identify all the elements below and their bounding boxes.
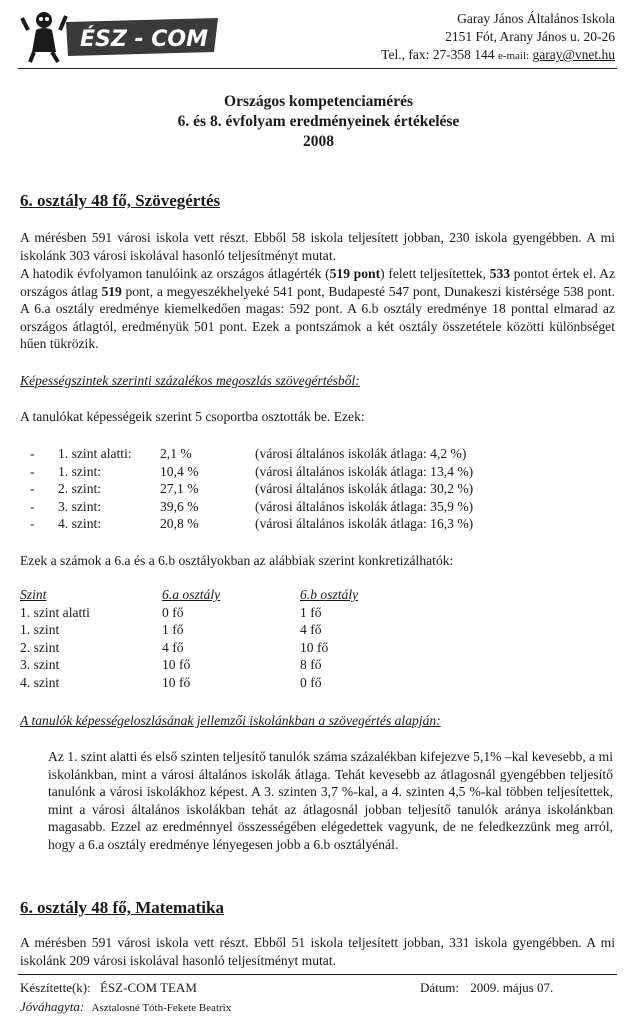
- document-title: [0, 92, 637, 152]
- title-line-2: 6. és 8. évfolyam eredményeinek értékelése: [177, 113, 460, 130]
- table-row: 2. szint 4 fő 10 fő: [20, 639, 329, 655]
- table-row: 3. szint 10 fő 8 fő: [20, 657, 322, 673]
- section-heading-reading: 6. osztály 48 fő, Szövegértés: [20, 191, 221, 210]
- footer-approved: Jóváhagyta: Asztalosné Tóth-Fekete Beatrix: [20, 999, 232, 1014]
- logo-graphic: [18, 8, 223, 64]
- levels-subheading: Képességszintek szerinti százalékos megoszlás szövegértésből:: [20, 373, 360, 388]
- school-address: 2151 Fót, Arany János u. 20-26: [445, 29, 615, 44]
- email-link[interactable]: garay@vnet.hu: [532, 47, 615, 62]
- list-item: - 4. szint: 20,8 % (városi általános iskolák átlaga: 16,3 %): [30, 516, 474, 532]
- evaluation-paragraph: Az 1. szint alatti és első szinten teljesítő tanulók száma százalékban kifejezve 5,1% –kal kevesebb, a mi iskolánkban, mint a városi általános iskolák átlaga. Tehát kevesebb az átlagosnál gyengébben teljesítő tanulónk a városi iskolákhoz képest. A 3. szinten 3,7 %-kal, a 4. szinten 4,5 %-kal többen teljesítettek, mint a városi általános iskolákban tehát az átlagosnál jobban teljesítő tanulók aránya iskolánkban magasabb. Ezzel az eredménnyel összességében elégedettek vagyunk, de ne feledkezzünk meg arról, hogy a 6.a osztály eredménye lényegesen jobb a 6.b osztályénál.: [48, 749, 613, 852]
- esz-com-logo: [18, 8, 223, 64]
- title-line-3: 2008: [303, 133, 334, 150]
- table-row: 1. szint alatti 0 fő 1 fő: [20, 604, 322, 620]
- phone-fax: Tel., fax: 27-358 144: [381, 47, 495, 62]
- school-name: Garay János Általános Iskola: [457, 11, 615, 26]
- table-header: Szint 6.a osztály 6.b osztály: [20, 587, 359, 602]
- svg-text:ÉSZ - COM: ÉSZ - COM: [80, 27, 209, 52]
- list-item: - 2. szint: 27,1 % (városi általános iskolák átlaga: 30,2 %): [30, 481, 474, 497]
- email-label: e-mail:: [497, 50, 530, 62]
- levels-intro: A tanulókat képességeik szerint 5 csoportba osztották be. Ezek:: [20, 409, 365, 424]
- math-paragraph-1: A mérésben 591 városi iskola vett részt. Ebből 51 iskola teljesített jobban, 331 iskola gyengébben. A mi iskolánk 209 városi iskolával hasonló teljesítményt mutat.: [20, 935, 615, 968]
- footer-divider: [18, 974, 617, 975]
- table-row: 1. szint 1 fő 4 fő: [20, 622, 322, 638]
- levels-list: [30, 445, 570, 533]
- evaluation-subheading: A tanulók képességeloszlásának jellemzői iskolánkban a szövegértés alapján:: [20, 713, 441, 728]
- title-line-1: Országos kompetenciamérés: [224, 93, 413, 110]
- reading-paragraph-1: A mérésben 591 városi iskola vett részt. Ebből 58 iskola teljesített jobban, 230 iskola gyengébben. A mi iskolánk 303 városi iskolával hasonló teljesítményt mutat.: [20, 230, 615, 263]
- section-heading-math: 6. osztály 48 fő, Matematika: [20, 898, 224, 917]
- header-divider: [18, 68, 617, 69]
- table-row: 4. szint 10 fő 0 fő: [20, 674, 322, 690]
- list-item: - 1. szint: 10,4 % (városi általános iskolák átlaga: 13,4 %): [30, 463, 474, 479]
- school-info: [381, 10, 615, 65]
- footer-date: Dátum: 2009. május 07.: [420, 980, 554, 995]
- footer-made-by: Készítette(k): ÉSZ-COM TEAM: [20, 980, 197, 995]
- school-contact: [381, 46, 615, 65]
- reading-paragraph-2: A hatodik évfolyamon tanulóink az országos átlagérték (519 pont) felett teljesítettek, 533 pontot értek el. Az országos átlag 519 pont, a megyeszékhelyeké 541 pont, Budapesté 547 pont, Dunakeszi kistérsége 538 pont. A 6.a osztály eredménye kiemelkedően magas: 592 pont. A 6.b osztály eredménye 18 ponttal elmarad az országos átlagtól, eredményük 501 pont. Ezek a pontszámok a két osztály összetétele közötti különbséget hűen tükrözik.: [20, 266, 616, 351]
- class-distribution-table: [20, 586, 440, 692]
- list-item: - 3. szint: 39,6 % (városi általános iskolák átlaga: 35,9 %): [30, 498, 474, 514]
- list-item: - 1. szint alatti: 2,1 % (városi általános iskolák átlaga: 4,2 %): [30, 446, 467, 461]
- class-intro: Ezek a számok a 6.a és a 6.b osztályokban az alábbiak szerint konkretizálhatók:: [20, 553, 454, 568]
